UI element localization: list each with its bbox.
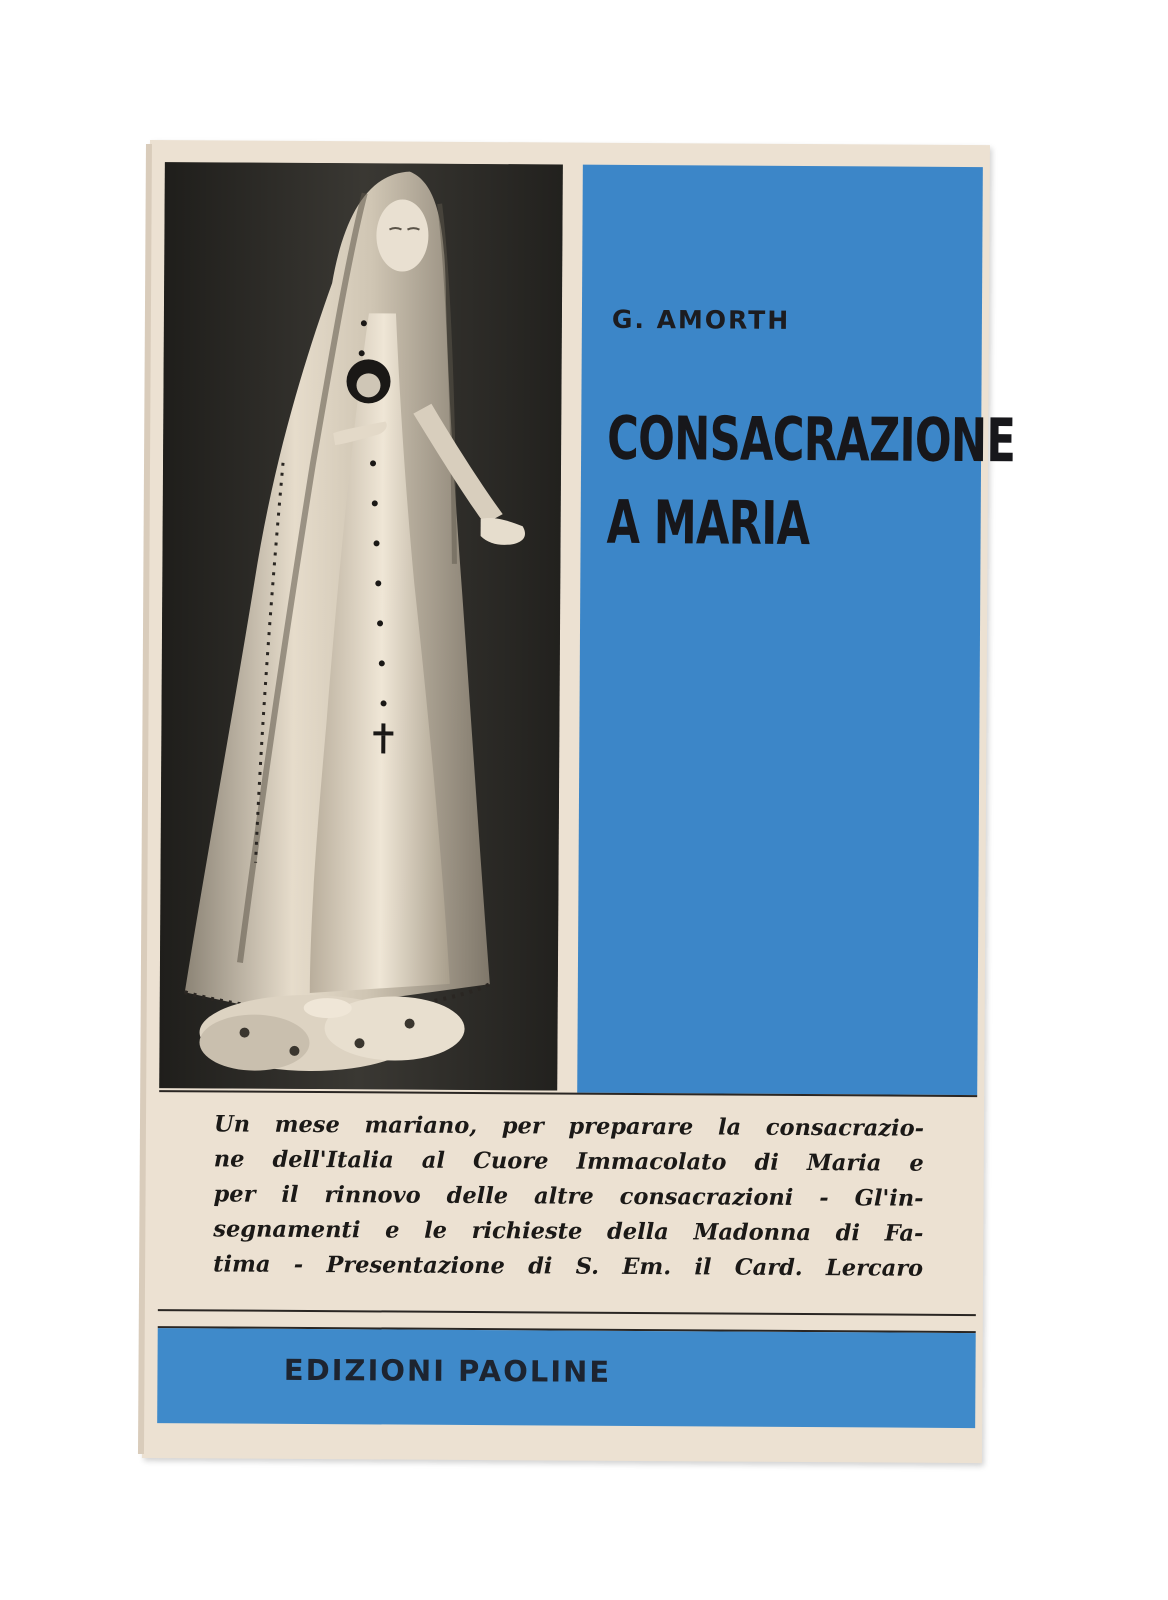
cover-photo bbox=[159, 162, 563, 1090]
publisher-band bbox=[157, 1328, 976, 1428]
book-cover bbox=[142, 140, 1016, 1463]
blurb-line: tima - Presentazione di S. Em. il Card. Lercaro bbox=[213, 1251, 924, 1282]
book-title-line-1: CONSACRAZIONE bbox=[606, 403, 1016, 477]
madonna-statue-image bbox=[159, 162, 563, 1090]
blurb-line: segnamenti e le richieste della Madonna di Fa- bbox=[213, 1216, 924, 1247]
book-title bbox=[606, 397, 1016, 567]
blurb-line: per il rinnovo delle altre consacrazioni - Gl'in- bbox=[213, 1181, 924, 1212]
title-panel bbox=[577, 165, 1016, 1095]
divider-line bbox=[158, 1309, 976, 1316]
cover-blurb bbox=[213, 1107, 924, 1286]
author-name: G. AMORTH bbox=[611, 304, 791, 335]
publisher-name: EDIZIONI PAOLINE bbox=[283, 1352, 612, 1389]
blurb-line: ne dell'Italia al Cuore Immacolato di Maria e bbox=[213, 1146, 924, 1177]
book-title-line-2: A MARIA bbox=[606, 487, 810, 560]
book-spine-edge bbox=[138, 144, 152, 1454]
blurb-line: Un mese mariano, per preparare la consacrazio- bbox=[213, 1111, 925, 1142]
